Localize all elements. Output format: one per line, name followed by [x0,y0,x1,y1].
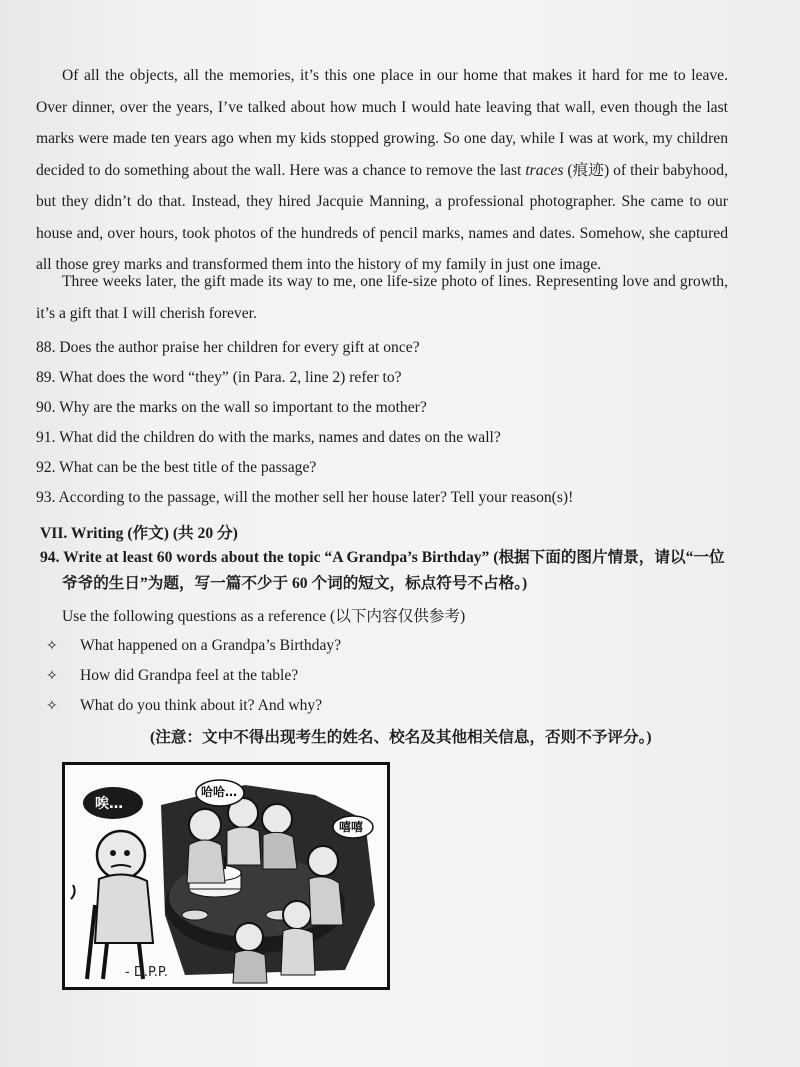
grandpa-speech-bubble: 唉… [95,796,123,812]
writing-task-line-2: 爷爷的生日”为题，写一篇不少于 60 个词的短文，标点符号不占格。) [62,575,528,592]
question-89: 89. What does the word “they” (in Para. 2, line 2) refer to? [36,369,402,386]
question-93: 93. According to the passage, will the mother sell her house later? Tell your reason(s)! [36,489,574,506]
writing-task [40,545,730,597]
diamond-cross-icon: ✧ [46,668,58,684]
diamond-cross-icon: ✧ [46,638,58,654]
writing-heading: VII. Writing (作文) (共 20 分) [40,525,238,542]
bullet-item-1: ✧ What happened on a Grandpa’s Birthday? [46,637,342,654]
writing-task-line-1: 94. Write at least 60 words about the topic “A Grandpa’s Birthday” (根据下面的图片情景，请以“一位 [40,549,725,566]
question-88: 88. Does the author praise her children for every gift at once? [36,339,420,356]
bullet-item-3: ✧ What do you think about it? And why? [46,697,323,714]
reference-note: Use the following questions as a reference (以下内容仅供参考) [62,608,466,625]
family-laugh-bubble: 哈哈… [201,785,238,799]
passage-paragraph-1: Of all the objects, all the memories, it’s this one place in our home that makes it hard for me to leave. Over dinner, over the years, I’ve talked about how much I would hate leaving that wall, even though the last marks were made ten years ago when my kids stopped growing. So one day, while I was at work, my children decided to do something about the wall. Here was a chance to remove the last traces (痕迹) of their babyhood, but they didn’t do that. Instead, they hired Jacquie Manning, a professional photographer. She came to our house and, over hours, took photos of the hundreds of pencil marks, names and dates. Somehow, she captured all those grey marks and transformed them into the history of my family in just one image. [36,67,729,273]
question-90: 90. Why are the marks on the wall so important to the mother? [36,399,427,416]
diamond-cross-icon: ✧ [46,698,58,714]
artist-signature: - D.P.P. [125,965,168,980]
question-92: 92. What can be the best title of the passage? [36,459,317,476]
bullet-item-2: ✧ How did Grandpa feel at the table? [46,667,299,684]
passage-paragraph-2: Three weeks later, the gift made its way to me, one life-size photo of lines. Representing love and growth, it’s a gift that I will cherish forever. [36,273,728,322]
question-91: 91. What did the children do with the marks, names and dates on the wall? [36,429,501,446]
traces-word: traces [525,161,564,179]
cartoon-illustration [62,762,390,990]
writing-note: (注意：文中不得出现考生的姓名、校名及其他相关信息，否则不予评分。) [150,729,652,746]
family-giggle-bubble: 嘻嘻 [339,820,364,834]
